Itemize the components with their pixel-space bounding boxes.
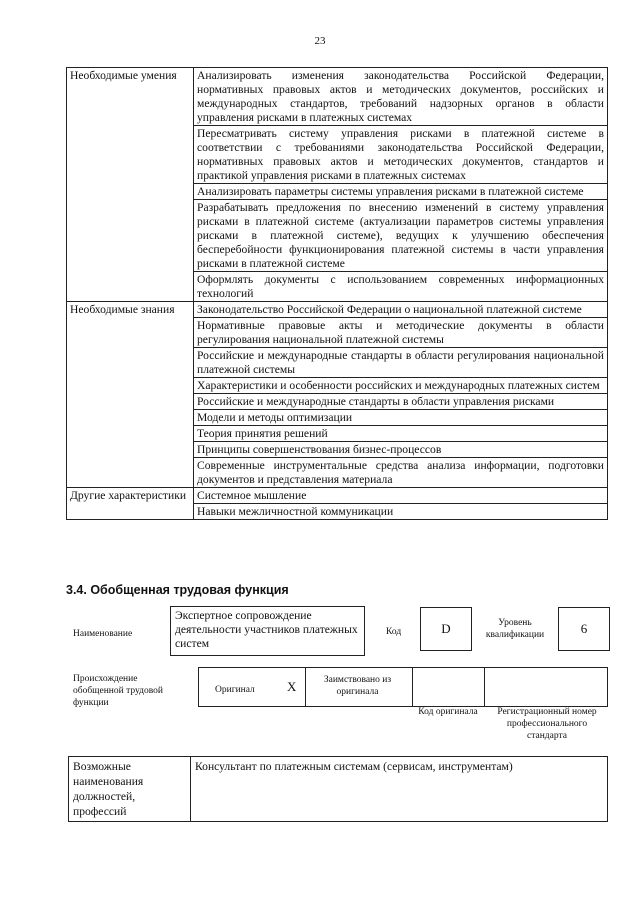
table-row	[67, 488, 608, 504]
knowledge-item: Теория принятия решений	[194, 426, 608, 442]
other-item: Навыки межличностной коммуникации	[194, 504, 608, 520]
knowledge-item: Модели и методы оптимизации	[194, 410, 608, 426]
knowledge-item: Законодательство Российской Федерации о национальной платежной системе	[194, 302, 608, 318]
knowledge-item: Принципы совершенствования бизнес-процессов	[194, 442, 608, 458]
reg-number-caption: Регистрационный номер профессионального стандарта	[497, 707, 597, 741]
skills-item: Оформлять документы с использованием современных информационных технологий	[194, 272, 608, 302]
skills-item: Анализировать параметры системы управления рисками в платежной системе	[194, 184, 608, 200]
knowledge-label: Необходимые знания	[67, 302, 194, 488]
knowledge-item: Российские и международные стандарты в области управления рисками	[194, 394, 608, 410]
table-row	[67, 68, 608, 126]
qualification-level-label: Уровень квалификации	[485, 618, 545, 640]
section-title: 3.4. Обобщенная трудовая функция	[66, 583, 289, 597]
knowledge-item: Нормативные правовые акты и методические документы в области регулирования национальной платежной системы	[194, 318, 608, 348]
original-mark: X	[287, 679, 297, 694]
positions-label: Возможные наименования должностей, профессий	[69, 757, 191, 822]
origin-row	[198, 667, 608, 707]
reg-number-cell	[484, 667, 608, 707]
other-label: Другие характеристики	[67, 488, 194, 520]
code-original-caption: Код оригинала	[418, 707, 478, 717]
borrowed-label: Заимствовано из оригинала	[323, 675, 392, 697]
knowledge-item: Российские и международные стандарты в области регулирования национальной платежной системы	[194, 348, 608, 378]
skills-item: Анализировать изменения законодательства Российской Федерации, нормативных правовых актов и методических документов, российских и международных стандартов, требований надзорных органов в области управления рисками в платежных системах	[194, 68, 608, 126]
positions-table	[68, 756, 608, 822]
knowledge-item: Характеристики и особенности российских и международных платежных систем	[194, 378, 608, 394]
origin-label: Происхождение обобщенной трудовой функции	[73, 674, 163, 708]
table-row	[67, 302, 608, 318]
competency-table	[66, 67, 608, 520]
skills-item: Разрабатывать предложения по внесению изменений в систему управления рисками в платежной системе (актуализации параметров системы управления рисками в платежной системе), ведущих к улучшению обеспечения бесперебойности функционирования платежной системы в части управления рисками в платежной системе	[194, 200, 608, 272]
code-original-cell	[412, 667, 485, 707]
code-label: Код	[386, 627, 402, 637]
qualification-level-field: 6	[558, 607, 610, 651]
function-code-field: D	[420, 607, 472, 651]
skills-item: Пересматривать систему управления рисками в платежной системе в соответствии с требованиями законодательства Российской Федерации, нормативных правовых актов и методических документов, стандартов и практикой управления рисками в платежных системах	[194, 126, 608, 184]
page-number: 23	[314, 35, 326, 47]
function-name-field: Экспертное сопровождение деятельности участников платежных систем	[170, 606, 365, 656]
positions-value: Консультант по платежным системам (сервисам, инструментам)	[191, 757, 608, 822]
positions-row	[69, 757, 608, 822]
skills-label: Необходимые умения	[67, 68, 194, 302]
original-label: Оригинал	[215, 685, 255, 695]
other-item: Системное мышление	[194, 488, 608, 504]
name-label: Наименование	[73, 629, 133, 639]
knowledge-item: Современные инструментальные средства анализа информации, подготовки документов и представления материала	[194, 458, 608, 488]
